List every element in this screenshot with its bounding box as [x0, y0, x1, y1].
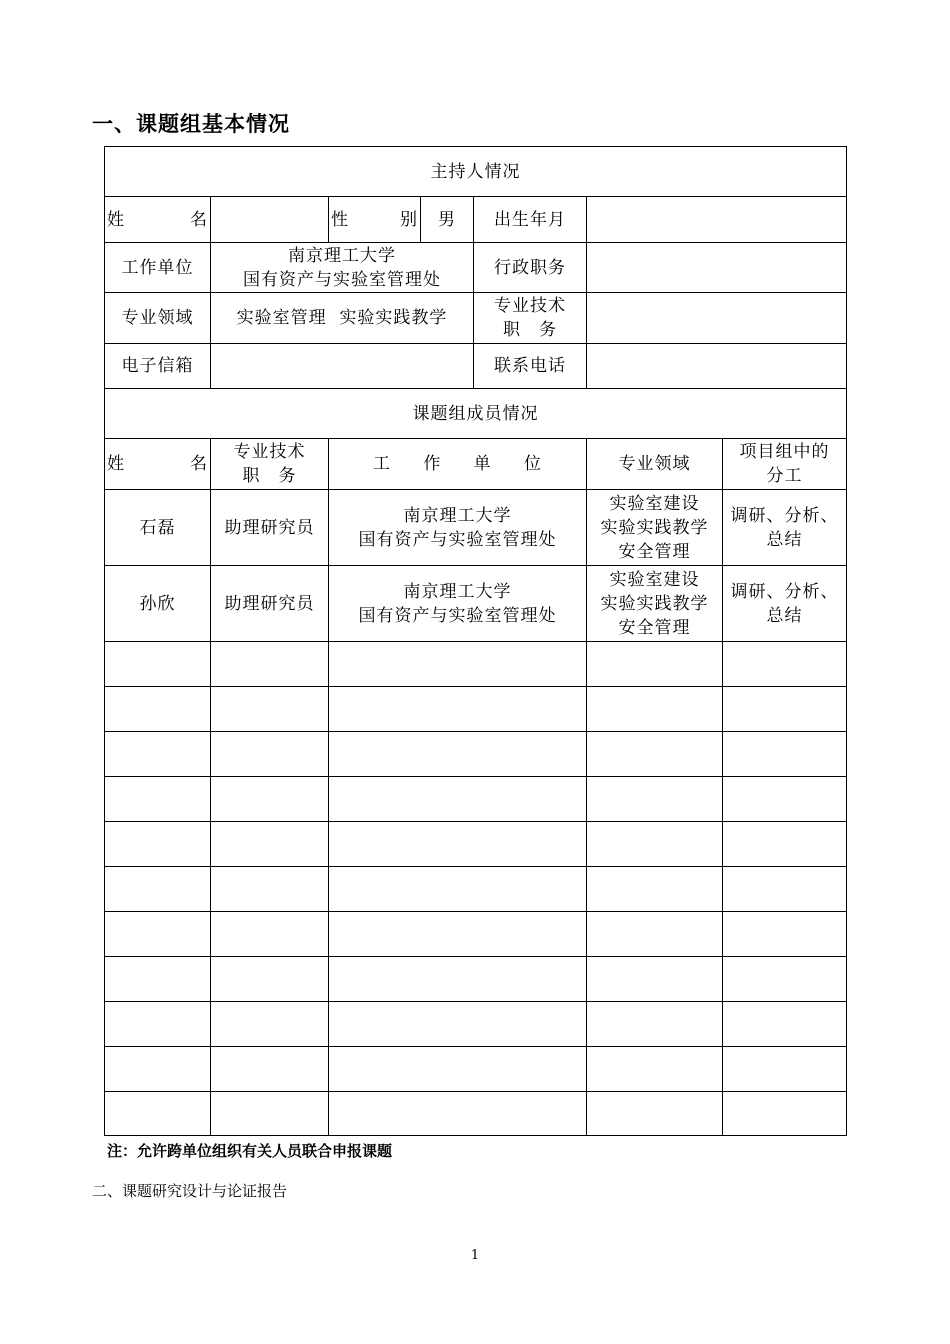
member-title-cell[interactable] — [211, 957, 329, 1002]
member-field-cell[interactable] — [587, 822, 723, 867]
member-unit-cell[interactable] — [329, 732, 587, 777]
member-field-line2: 实验实践教学 — [600, 517, 709, 538]
empty-member-row — [105, 687, 847, 732]
members-header-role-line1: 项目组中的 — [739, 442, 830, 462]
host-birth-field[interactable] — [587, 197, 847, 243]
host-email-field[interactable] — [211, 344, 474, 389]
empty-member-row — [105, 1002, 847, 1047]
member-title-cell[interactable] — [211, 1047, 329, 1092]
host-unit-line2: 国有资产与实验室管理处 — [243, 269, 441, 290]
member-role-line2: 总结 — [766, 605, 803, 626]
member-row — [105, 566, 847, 642]
member-role-line2: 总结 — [766, 529, 803, 550]
member-name-cell[interactable] — [105, 777, 211, 822]
member-title-cell[interactable] — [211, 822, 329, 867]
member-unit-cell[interactable] — [329, 912, 587, 957]
empty-member-row — [105, 1047, 847, 1092]
member-role-cell[interactable] — [723, 732, 847, 777]
member-title[interactable]: 助理研究员 — [211, 566, 329, 642]
empty-member-row — [105, 912, 847, 957]
host-name-field[interactable] — [211, 197, 329, 243]
member-title-cell[interactable] — [211, 732, 329, 777]
members-header-role — [723, 439, 847, 490]
member-title-cell[interactable] — [211, 642, 329, 687]
empty-member-row — [105, 1092, 847, 1136]
member-name-cell[interactable] — [105, 687, 211, 732]
host-title-label-line1: 专业技术 — [494, 296, 566, 316]
members-header-title-line1: 专业技术 — [233, 442, 306, 462]
member-field-cell[interactable] — [587, 777, 723, 822]
table-note: 注：允许跨单位组织有关人员联合申报课题 — [107, 1142, 393, 1160]
host-field-value[interactable]: 实验室管理 实验实践教学 — [211, 293, 474, 344]
member-role-cell[interactable] — [723, 957, 847, 1002]
host-field-label: 专业领域 — [105, 293, 211, 344]
empty-member-row — [105, 867, 847, 912]
host-section-title: 主持人情况 — [105, 147, 847, 197]
member-field-cell[interactable] — [587, 1002, 723, 1047]
empty-member-row — [105, 957, 847, 1002]
member-role-line1: 调研、分析、 — [730, 581, 839, 602]
member-role-cell[interactable] — [723, 912, 847, 957]
member-role-cell[interactable] — [723, 1047, 847, 1092]
member-name-cell[interactable] — [105, 1047, 211, 1092]
page-number: 1 — [470, 1248, 480, 1263]
member-role-cell[interactable] — [723, 822, 847, 867]
empty-member-rows — [105, 642, 847, 1136]
member-field-line2: 实验实践教学 — [600, 593, 709, 614]
member-role-cell[interactable] — [723, 687, 847, 732]
member-field-line1: 实验室建设 — [609, 493, 700, 514]
member-role[interactable] — [723, 566, 847, 642]
member-unit-cell[interactable] — [329, 1092, 587, 1136]
member-field-cell[interactable] — [587, 957, 723, 1002]
member-unit-cell[interactable] — [329, 1002, 587, 1047]
member-unit-line2: 国有资产与实验室管理处 — [358, 529, 557, 550]
member-title[interactable]: 助理研究员 — [211, 490, 329, 566]
host-phone-label: 联系电话 — [474, 344, 587, 389]
empty-member-row — [105, 822, 847, 867]
host-unit-label: 工作单位 — [105, 243, 211, 293]
member-title-cell[interactable] — [211, 687, 329, 732]
empty-member-row — [105, 777, 847, 822]
member-unit[interactable] — [329, 490, 587, 566]
member-title-cell[interactable] — [211, 867, 329, 912]
members-header-title-line2: 职 务 — [242, 466, 297, 486]
member-unit-cell[interactable] — [329, 867, 587, 912]
member-field-cell[interactable] — [587, 1047, 723, 1092]
member-name[interactable]: 石磊 — [105, 490, 211, 566]
member-name-cell[interactable] — [105, 867, 211, 912]
members-header-title — [211, 439, 329, 490]
members-header-unit: 工 作 单 位 — [329, 439, 587, 490]
empty-member-row — [105, 642, 847, 687]
member-unit-cell[interactable] — [329, 777, 587, 822]
member-name-cell[interactable] — [105, 642, 211, 687]
member-row — [105, 490, 847, 566]
member-name-cell[interactable] — [105, 1002, 211, 1047]
member-name-cell[interactable] — [105, 1092, 211, 1136]
member-role-cell[interactable] — [723, 867, 847, 912]
section-heading-2: 二、课题研究设计与论证报告 — [92, 1182, 288, 1200]
host-admin-field[interactable] — [587, 243, 847, 293]
member-title-cell[interactable] — [211, 777, 329, 822]
member-field-cell[interactable] — [587, 912, 723, 957]
member-title-cell[interactable] — [211, 1002, 329, 1047]
member-unit[interactable] — [329, 566, 587, 642]
host-unit-line1: 南京理工大学 — [288, 245, 396, 266]
members-header-role-line2: 分工 — [766, 466, 803, 486]
member-role-cell[interactable] — [723, 777, 847, 822]
host-name-label: 姓 名 — [105, 197, 211, 243]
member-unit-cell[interactable] — [329, 822, 587, 867]
host-phone-field[interactable] — [587, 344, 847, 389]
member-unit-cell[interactable] — [329, 687, 587, 732]
member-name-cell[interactable] — [105, 957, 211, 1002]
project-team-table — [104, 146, 847, 1136]
member-title-cell[interactable] — [211, 1092, 329, 1136]
host-gender-label: 性 别 — [329, 197, 421, 243]
member-unit-line1: 南京理工大学 — [403, 581, 512, 602]
members-section-title: 课题组成员情况 — [105, 389, 847, 439]
host-title-field[interactable] — [587, 293, 847, 344]
member-field[interactable] — [587, 490, 723, 566]
host-birth-label: 出生年月 — [474, 197, 587, 243]
member-field-cell[interactable] — [587, 687, 723, 732]
host-title-label — [474, 293, 587, 344]
member-name[interactable]: 孙欣 — [105, 566, 211, 642]
member-name-cell[interactable] — [105, 912, 211, 957]
host-gender-field[interactable]: 男 — [421, 197, 474, 243]
member-name-cell[interactable] — [105, 822, 211, 867]
host-unit-field[interactable] — [211, 243, 474, 293]
member-unit-cell[interactable] — [329, 1047, 587, 1092]
member-field-cell[interactable] — [587, 867, 723, 912]
member-role-line1: 调研、分析、 — [730, 505, 839, 526]
member-role-cell[interactable] — [723, 1092, 847, 1136]
section-heading-1: 一、课题组基本情况 — [92, 112, 290, 136]
members-header-field: 专业领域 — [587, 439, 723, 490]
member-role-cell[interactable] — [723, 1002, 847, 1047]
member-unit-cell[interactable] — [329, 957, 587, 1002]
host-title-label-line2: 职 务 — [503, 320, 557, 340]
member-field-line1: 实验室建设 — [609, 569, 700, 590]
host-email-label: 电子信箱 — [105, 344, 211, 389]
member-role-cell[interactable] — [723, 642, 847, 687]
member-field-cell[interactable] — [587, 1092, 723, 1136]
member-unit-line1: 南京理工大学 — [403, 505, 512, 526]
member-field-line3: 安全管理 — [618, 617, 691, 638]
member-field-line3: 安全管理 — [618, 541, 691, 562]
member-title-cell[interactable] — [211, 912, 329, 957]
empty-member-row — [105, 732, 847, 777]
members-header-name: 姓 名 — [105, 439, 211, 490]
member-field-cell[interactable] — [587, 642, 723, 687]
member-field[interactable] — [587, 566, 723, 642]
member-name-cell[interactable] — [105, 732, 211, 777]
member-unit-line2: 国有资产与实验室管理处 — [358, 605, 557, 626]
member-unit-cell[interactable] — [329, 642, 587, 687]
host-admin-label: 行政职务 — [474, 243, 587, 293]
member-field-cell[interactable] — [587, 732, 723, 777]
member-role[interactable] — [723, 490, 847, 566]
